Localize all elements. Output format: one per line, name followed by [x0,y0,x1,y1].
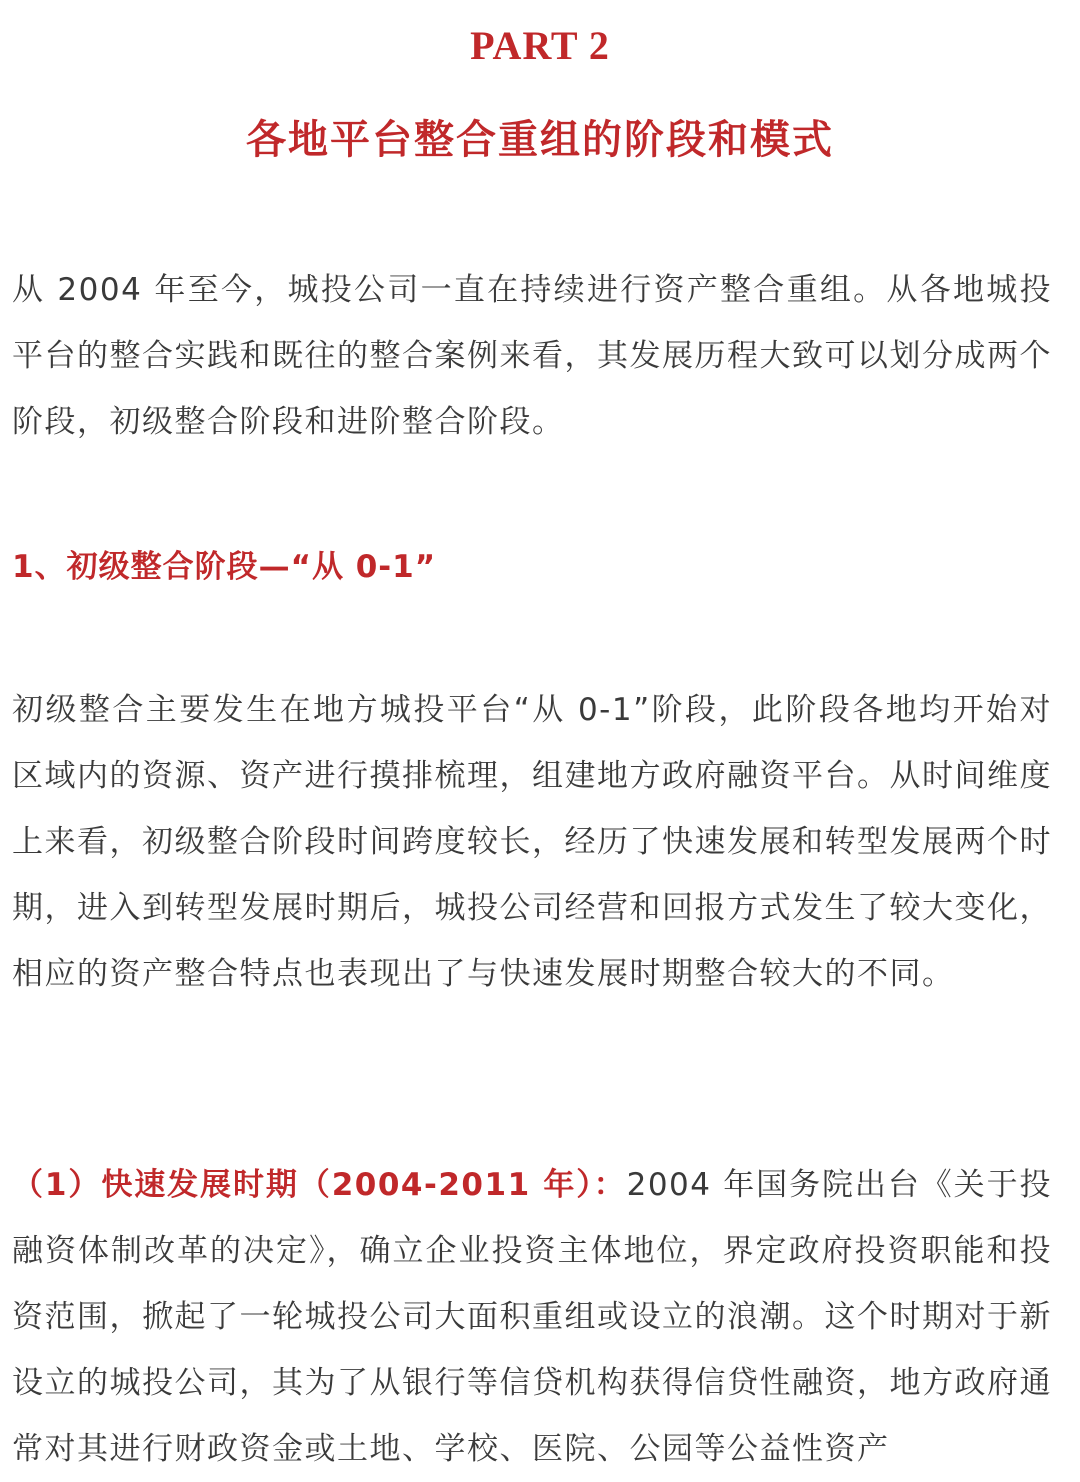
section-title: 各地平台整合重组的阶段和模式 [246,117,834,163]
stage-1-paragraph: 初级整合主要发生在地方城投平台“从 0-1”阶段，此阶段各地均开始对区域内的资源、资产进行摸排梳理，组建地方政府融资平台。从时间维度上来看，初级整合阶段时间跨度较长，经历了快速发展和转型发展两个时期，进入到转型发展时期后，城投公司经营和回报方式发生了较大变化，相应的资产整合特点也表现出了与快速发展时期整合较大的不同。 [12,692,1052,992]
period-1-heading: （1）快速发展时期（2004-2011 年）： [12,1167,627,1203]
stage-1-heading: 1、初级整合阶段—“从 0-1” [12,549,437,585]
period-1-paragraph [12,1152,1052,1482]
intro-paragraph: 从 2004 年至今，城投公司一直在持续进行资产整合重组。从各地城投平台的整合实践和既往的整合案例来看，其发展历程大致可以划分成两个阶段，初级整合阶段和进阶整合阶段。 [12,272,1052,440]
part-label: PART 2 [470,23,610,68]
period-1-text: 2004 年国务院出台《关于投融资体制改革的决定》，确立企业投资主体地位，界定政府投资职能和投资范围，掀起了一轮城投公司大面积重组或设立的浪潮。这个时期对于新设立的城投公司，其为了从银行等信贷机构获得信贷性融资，地方政府通常对其进行财政资金或土地、学校、医院、公园等公益性资产 [12,1167,1052,1467]
